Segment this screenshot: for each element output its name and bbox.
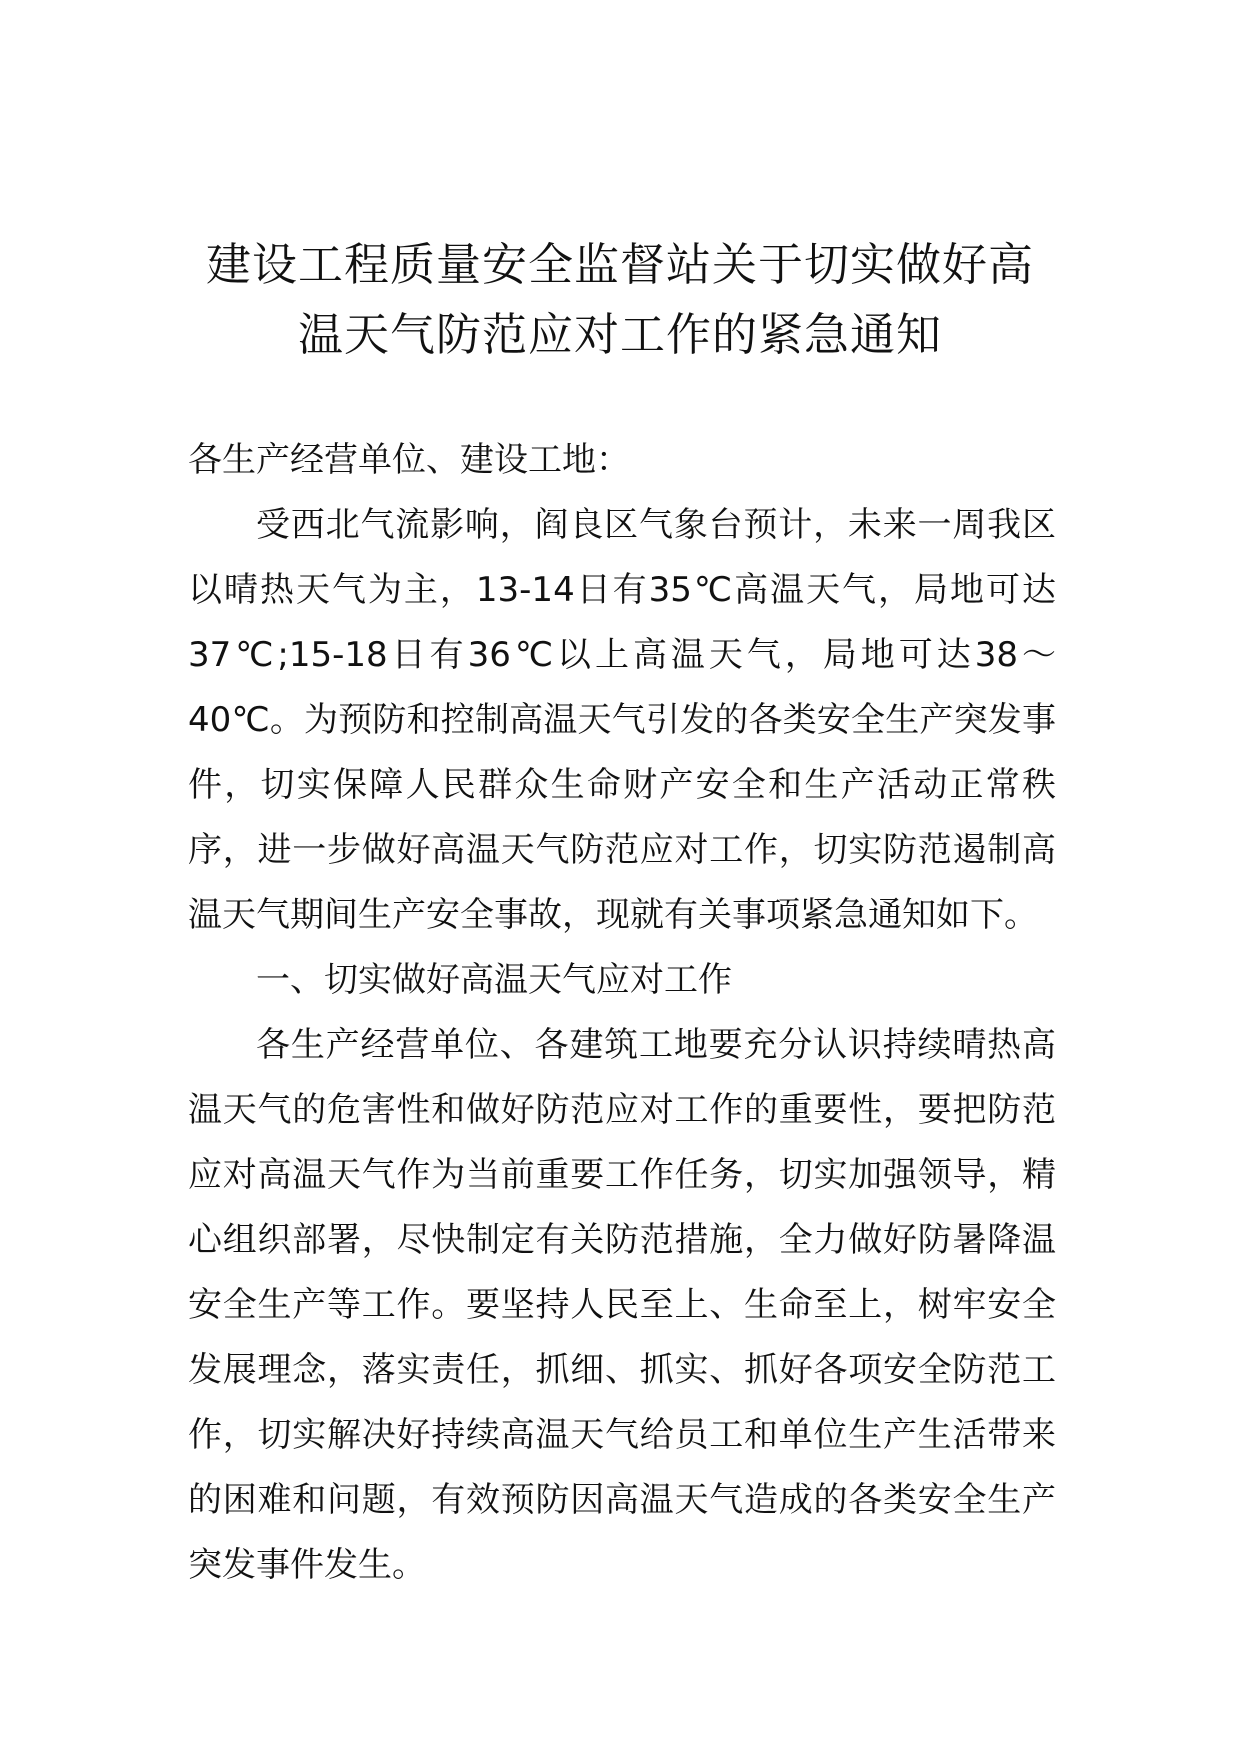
paragraph-intro: 受西北气流影响，阎良区气象台预计，未来一周我区以晴热天气为主，13-14日有35℃高温天气，局地可达37℃;15-18日有36℃以上高温天气，局地可达38～40℃。为预防和控制高温天气引发的各类安全生产突发事件，切实保障人民群众生命财产安全和生产活动正常秩序，进一步做好高温天气防范应对工作，切实防范遏制高温天气期间生产安全事故，现就有关事项紧急通知如下。	[188, 505, 1056, 935]
title-line-2: 温天气防范应对工作的紧急通知	[297, 308, 942, 361]
section-heading-1: 一、切实做好高温天气应对工作	[256, 960, 732, 1000]
paragraph-section-1: 各生产经营单位、各建筑工地要充分认识持续晴热高温天气的危害性和做好防范应对工作的重要性，要把防范应对高温天气作为当前重要工作任务，切实加强领导，精心组织部署，尽快制定有关防范措施，全力做好防暑降温安全生产等工作。要坚持人民至上、生命至上，树牢安全发展理念，落实责任，抓细、抓实、抓好各项安全防范工作，切实解决好持续高温天气给员工和单位生产生活带来的困难和问题，有效预防因高温天气造成的各类安全生产突发事件发生。	[188, 1025, 1056, 1585]
document-title	[150, 230, 1090, 370]
salutation: 各生产经营单位、建设工地：	[188, 440, 630, 480]
title-line-1: 建设工程质量安全监督站关于切实做好高	[205, 238, 1034, 291]
document-body	[188, 428, 1056, 1598]
